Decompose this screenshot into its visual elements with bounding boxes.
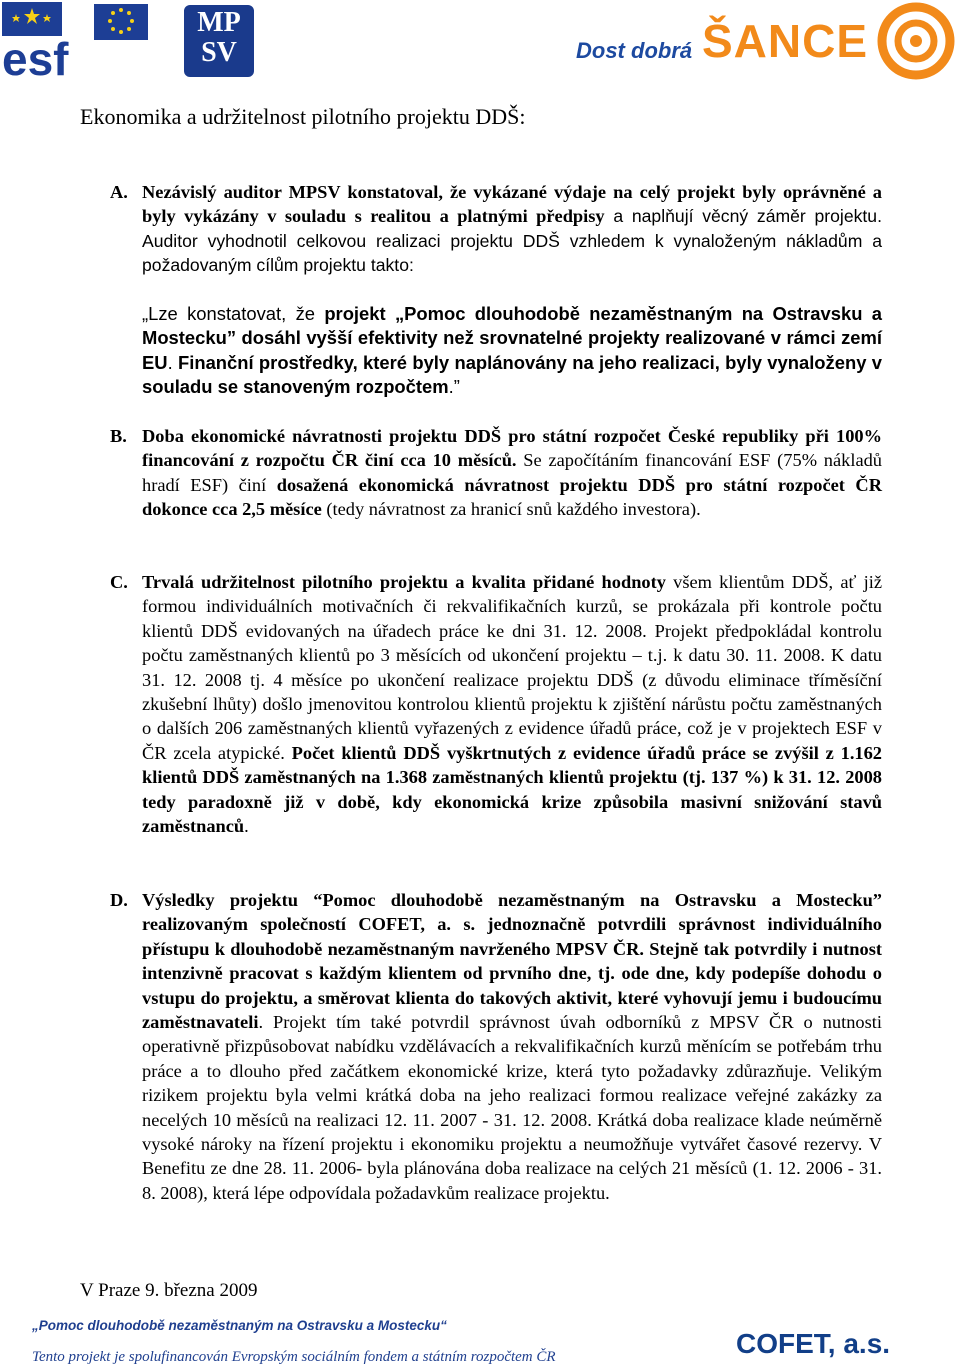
date-line: V Praze 9. března 2009 <box>80 1280 258 1301</box>
footer-cofinance-note: Tento projekt je spolufinancován Evropským sociálním fondem a státním rozpočtem ČR <box>32 1349 556 1365</box>
document-title: Ekonomika a udržitelnost pilotního projektu DDŠ: <box>80 104 526 129</box>
section-b-bold-2: dosažená ekonomická návratnost projektu DDŠ pro státní rozpočet ČR dokonce cca 2,5 měsíce <box>142 474 882 520</box>
section-b-bold-1: Doba ekonomické návratnosti projektu DDŠ pro státní rozpočet České republiky při 100% financování z rozpočtu ČR činí cca 10 měsíců. <box>142 426 882 471</box>
quote-bold-2: Finanční prostředky, které byly naplánovány na jeho realizaci, byly vynaloženy v souladu se stanoveným rozpočtem <box>142 351 882 398</box>
section-d-text <box>142 888 882 1205</box>
quote-close: .” <box>448 376 460 398</box>
esf-logo-text: esf <box>2 33 69 78</box>
section-a-bold: Nezávislý auditor MPSV konstatoval, že vykázané výdaje na celý projekt byly oprávněné a byly vykázány v souladu s realitou a platnými předpisy <box>142 182 882 227</box>
sance-swirl-icon <box>876 2 956 80</box>
mpsv-logo <box>184 5 254 77</box>
section-a-label: A. <box>110 182 128 202</box>
footer-project-name: „Pomoc dlouhodobě nezaměstnaným na Ostravsku a Mostecku“ <box>32 1318 447 1333</box>
section-d-text-1: . Projekt tím také potvrdil správnost úvah odborníků z MPSV ČR o nutnosti operativně přizpůsobovat nabídku vzdělávacích a rekvalifikačních kurzů měnícím se potřebám trhu práce a to dlouho před začátkem ekonomické krize, která tyto požadavky zdůrazňuje. Velikým rizikem projektu byla velmi krátká doba na jeho realizaci formou realizace veřejné zakázky za necelých 10 měsíců na realizaci 12. 11. 2007 - 31. 12. 2008. Krátká doba realizace klade neúměrně vysoké nároky na řízení projektu i ekonomiku projektu a neumožňuje vytvářet časové rezervy. V Benefitu ze dne 28. 11. 2006- byla plánována doba realizace na celých 21 měsíců (1. 12. 2006 - 31. 8. 2008), která lépe odpovídala požadavkům realizace projektu. <box>142 1012 882 1203</box>
esf-logo <box>2 2 148 78</box>
section-c-bold-1: Trvalá udržitelnost pilotního projektu a kvalita přidané hodnoty <box>142 572 666 592</box>
section-b-text-2: (tedy návratnost za hranicí snů každého investora). <box>321 499 701 520</box>
section-d-bold-1: Výsledky projektu “Pomoc dlouhodobě nezaměstnaným na Ostravsku a Mostecku” realizovaným společností COFET, a. s. jednoznačně potvrdili správnost individuálního přístupu k dlouhodobě nezaměstnaným navrženého MPSV ČR. Stejně tak potvrdily i nutnost intenzivně pracovat s každým klientem od prvního dne, tj. ode dne, kdy podepíše dohodu o vstupu do projektu, a směrovat klienta do takových aktivit, které vyhovují jemu i budoucímu zaměstnavateli <box>142 890 882 1033</box>
section-c-text-1: všem klientům DDŠ, ať již formou individuálních motivačních či rekvalifikačních kurzů, se prokázala při kontrole počtu klientů DDŠ evidovaných na úřadech práce ke dni 31. 12. 2008. Projekt předpokládal kontrolu počtu zaměstnaných klientů po 3 měsících od ukončení projektu – t.j. k datu 30. 11. 2008. K datu 31. 12. 2008 tj. 4 měsíce po ukončení realizace projektu DDŠ (z důvodu eliminace tříměsíční zkušební lhůty) došlo jmenovitou kontrolou klientů projektu k zjištění nárůstu počtu zaměstnaných o dalších 206 zaměstnaných klientů vyřazených z evidence úřadů práce, což je v projektech ESF v ČR zcela atypické. <box>142 572 882 763</box>
section-a-sans-text: a naplňují věcný záměr projektu. Auditor vyhodnotil celkovou realizaci projektu DDŠ vzhledem k vynaloženým nákladům a požadovaným cílům projektu takto: <box>142 206 882 276</box>
section-a-text <box>142 180 882 278</box>
section-d <box>110 888 882 1205</box>
mpsv-logo-bottom: SV <box>201 37 237 68</box>
section-b <box>110 424 882 522</box>
section-b-text-1: Se započítáním financování ESF (75% nákladů hradí ESF) činí <box>142 450 883 495</box>
quote-bold-1: projekt „Pomoc dlouhodobě nezaměstnaným na Ostravsku a Mostecku” dosáhl vyšší efektivity než srovnatelné projekty realizované v rámci zemí EU <box>142 303 882 373</box>
section-c <box>110 570 882 838</box>
section-d-label: D. <box>110 890 128 910</box>
sance-logo-small-text: Dost dobrá <box>576 38 693 63</box>
section-b-label: B. <box>110 426 127 446</box>
quote-open: „Lze konstatovat, že <box>142 303 325 324</box>
section-c-bold-2: Počet klientů DDŠ vyškrtnutých z evidence úřadů práce se zvýšil z 1.162 klientů DDŠ zaměstnaných na 1.368 zaměstnaných klientů projektu (tj. 137 %) k 31. 12. 2008 tedy paradoxně již v době, kdy ekonomická krize způsobila masivní snižování stavů zaměstnanců <box>142 742 883 837</box>
quote-mid: . <box>167 351 178 373</box>
sance-logo-big-text: ŠANCE <box>702 15 869 67</box>
cofet-logo: COFET, a.s. <box>736 1328 891 1359</box>
auditor-quote <box>142 302 882 400</box>
dost-dobra-sance-logo <box>576 2 958 80</box>
section-b-text <box>142 424 882 522</box>
section-c-label: C. <box>110 572 128 592</box>
section-c-text-2: . <box>244 816 249 837</box>
mpsv-logo-top: MP <box>197 7 241 38</box>
section-c-text <box>142 570 882 838</box>
section-a <box>110 180 882 278</box>
